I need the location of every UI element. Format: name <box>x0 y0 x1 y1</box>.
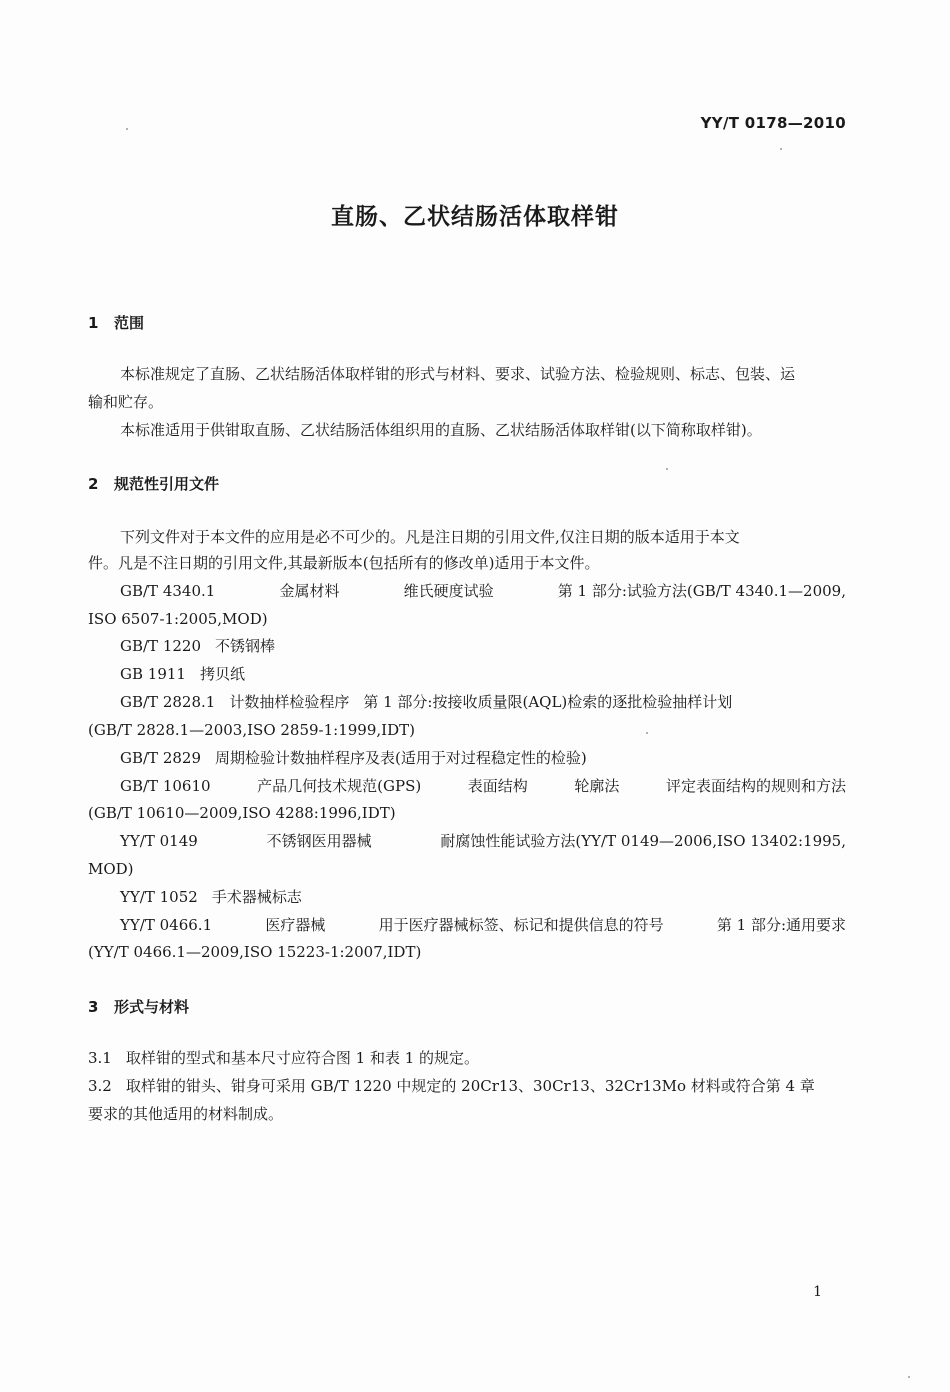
reference-title-part: 不锈钢棒 <box>215 637 276 655</box>
scope-paragraph-1-line-1 <box>120 364 846 384</box>
reference-code: GB/T 4340.1 <box>120 582 216 600</box>
section-title: 规范性引用文件 <box>114 475 220 493</box>
scan-speck <box>780 148 782 150</box>
reference-code: YY/T 0466.1 <box>120 916 213 934</box>
standard-number: YY/T 0178—2010 <box>700 114 846 132</box>
reference-title-part: 评定表面结构的规则和方法 <box>665 777 846 795</box>
section-title: 形式与材料 <box>114 998 190 1016</box>
section-number: 1 <box>88 314 99 332</box>
reference-title-part: 产品几何技术规范(GPS) <box>257 777 422 795</box>
page-number: 1 <box>813 1284 822 1300</box>
scan-speck <box>126 128 128 130</box>
reference-title-part: 用于医疗器械标签、标记和提供信息的符号 <box>378 916 664 934</box>
reference-title-part: 表面结构 <box>467 777 528 795</box>
reference-code: GB/T 2828.1 <box>120 693 216 711</box>
clause-3-2-line-1 <box>88 1076 846 1096</box>
reference-title-part: 不锈钢医用器械 <box>266 832 372 850</box>
reference-item-line <box>120 748 587 768</box>
reference-item-continuation: MOD) <box>88 860 134 878</box>
clause-content <box>88 1076 815 1096</box>
reference-item-line <box>120 636 275 656</box>
reference-title-part: 第 1 部分:试验方法(GB/T 4340.1—2009, <box>557 582 846 600</box>
scan-speck <box>646 732 648 734</box>
reference-code: YY/T 1052 <box>120 888 198 906</box>
reference-item-line <box>120 831 846 851</box>
clause-3-2-line-2: 要求的其他适用的材料制成。 <box>88 1105 284 1123</box>
reference-item-line <box>120 887 302 907</box>
reference-title-part: 医疗器械 <box>265 916 326 934</box>
section-title: 范围 <box>114 314 145 332</box>
reference-title-part: 轮廓法 <box>574 777 620 795</box>
section-2-heading <box>88 473 219 494</box>
reference-title-part: 维氏硬度试验 <box>403 582 494 600</box>
reference-title-part: 第 1 部分:通用要求 <box>716 916 846 934</box>
document-title: 直肠、乙状结肠活体取样钳 <box>331 204 619 230</box>
reference-title-part: 手术器械标志 <box>211 888 302 906</box>
text: 本标准规定了直肠、乙状结肠活体取样钳的形式与材料、要求、试验方法、检验规则、标志、包装、运 <box>120 365 796 383</box>
reference-title-part: 计数抽样检验程序 <box>229 693 350 711</box>
section-number: 3 <box>88 998 99 1016</box>
clause-3-1 <box>88 1048 479 1068</box>
clause-number: 3.2 <box>88 1077 112 1095</box>
reference-code: YY/T 0149 <box>120 832 198 850</box>
section-3-heading <box>88 996 189 1017</box>
section-number: 2 <box>88 475 99 493</box>
scan-speck <box>666 468 668 470</box>
reference-code: GB/T 1220 <box>120 637 202 655</box>
clause-text: 取样钳的型式和基本尺寸应符合图 1 和表 1 的规定。 <box>125 1049 480 1067</box>
reference-title-part: 金属材料 <box>279 582 340 600</box>
reference-item-line <box>120 776 846 796</box>
reference-item-line <box>120 915 846 935</box>
reference-item-continuation: (GB/T 10610—2009,ISO 4288:1996,IDT) <box>88 804 396 822</box>
scan-speck <box>908 1376 910 1378</box>
reference-item-line <box>120 581 846 601</box>
reference-item-continuation: (YY/T 0466.1—2009,ISO 15223-1:2007,IDT) <box>88 943 422 961</box>
section-1-heading <box>88 312 144 333</box>
reference-code: GB/T 2829 <box>120 749 202 767</box>
reference-code: GB 1911 <box>120 665 186 683</box>
reference-title-part: 周期检验计数抽样程序及表(适用于对过程稳定性的检验) <box>215 749 587 767</box>
reference-item-line <box>120 664 245 684</box>
scope-paragraph-2: 本标准适用于供钳取直肠、乙状结肠活体组织用的直肠、乙状结肠活体取样钳(以下简称取样钳)。 <box>120 421 762 439</box>
reference-item-continuation: ISO 6507-1:2005,MOD) <box>88 610 268 628</box>
reference-title-part: 耐腐蚀性能试验方法(YY/T 0149—2006,ISO 13402:1995, <box>440 832 846 850</box>
clause-text: 取样钳的钳头、钳身可采用 GB/T 1220 中规定的 20Cr13、30Cr13、32Cr13Mo 材料或符合第 4 章 <box>125 1077 815 1095</box>
reference-code: GB/T 10610 <box>120 777 211 795</box>
references-intro-line-1: 下列文件对于本文件的应用是必不可少的。凡是注日期的引用文件,仅注日期的版本适用于本文 <box>120 528 740 546</box>
reference-item-continuation: (GB/T 2828.1—2003,ISO 2859-1:1999,IDT) <box>88 721 415 739</box>
references-intro-line-2: 件。凡是不注日期的引用文件,其最新版本(包括所有的修改单)适用于本文件。 <box>88 554 600 572</box>
clause-number: 3.1 <box>88 1049 112 1067</box>
scope-paragraph-1-line-2: 输和贮存。 <box>88 393 164 411</box>
reference-title-part: 第 1 部分:按接收质量限(AQL)检索的逐批检验抽样计划 <box>363 693 733 711</box>
reference-item-line <box>120 692 732 712</box>
reference-title-part: 拷贝纸 <box>199 665 245 683</box>
